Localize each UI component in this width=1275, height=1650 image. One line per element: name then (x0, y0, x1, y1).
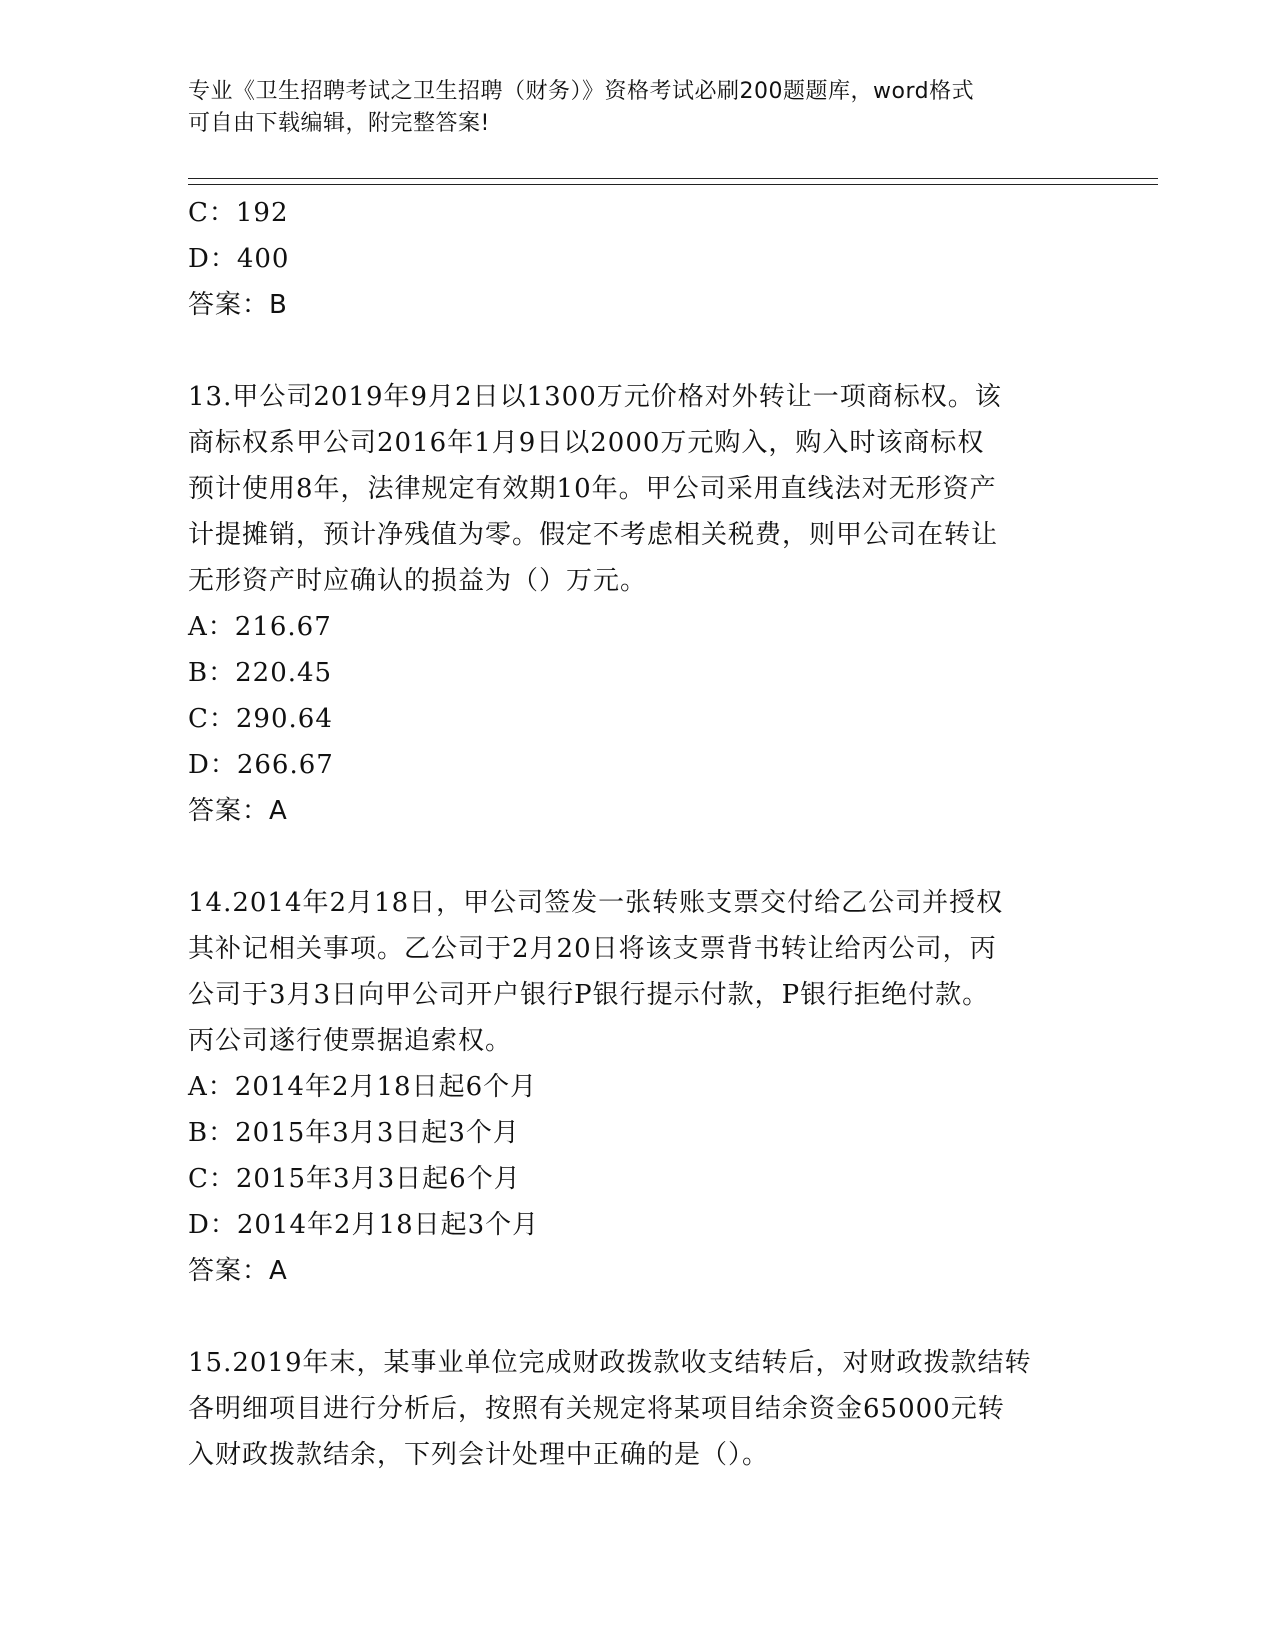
option-a: A：2014年2月18日起6个月 (188, 1072, 538, 1102)
answer-line: 答案：A (188, 796, 288, 826)
question-text-line: 15.2019年末，某事业单位完成财政拨款收支结转后，对财政拨款结转 (188, 1348, 1032, 1378)
question-text-line: 丙公司遂行使票据追索权。 (188, 1026, 513, 1056)
option-b: B：220.45 (188, 658, 333, 688)
option-c: C：192 (188, 198, 289, 228)
question-text-line: 13.甲公司2019年9月2日以1300万元价格对外转让一项商标权。该 (188, 382, 1002, 412)
question-text-line: 公司于3月3日向甲公司开户银行P银行提示付款，P银行拒绝付款。 (188, 980, 990, 1010)
spacer (188, 1294, 1088, 1340)
option-c: C：2015年3月3日起6个月 (188, 1164, 521, 1194)
question-text-line: 计提摊销，预计净残值为零。假定不考虑相关税费，则甲公司在转让 (188, 520, 999, 550)
spacer (188, 834, 1088, 880)
header-title-line-1: 专业《卫生招聘考试之卫生招聘（财务）》资格考试必刷200题题库，word格式 (188, 79, 975, 104)
question-text-line: 14.2014年2月18日，甲公司签发一张转账支票交付给乙公司并授权 (188, 888, 1004, 918)
question-13 (188, 374, 1088, 834)
option-d: D：266.67 (188, 750, 334, 780)
question-text-line: 其补记相关事项。乙公司于2月20日将该支票背书转让给丙公司，丙 (188, 934, 997, 964)
option-d: D：400 (188, 244, 290, 274)
question-15 (188, 1340, 1088, 1478)
question-text-line: 预计使用8年，法律规定有效期10年。甲公司采用直线法对无形资产 (188, 474, 997, 504)
option-b: B：2015年3月3日起3个月 (188, 1118, 520, 1148)
answer-line: 答案：B (188, 290, 288, 320)
question-text-line: 各明细项目进行分析后，按照有关规定将某项目结余资金65000元转 (188, 1394, 1005, 1424)
question-text-line: 商标权系甲公司2016年1月9日以2000万元购入，购入时该商标权 (188, 428, 985, 458)
document-body (188, 190, 1088, 1478)
header-title-line-2: 可自由下载编辑，附完整答案! (188, 111, 490, 136)
header-divider (188, 178, 1158, 185)
question-text-line: 入财政拨款结余，下列会计处理中正确的是（）。 (188, 1440, 770, 1470)
option-d: D：2014年2月18日起3个月 (188, 1210, 540, 1240)
question-12-tail (188, 190, 1088, 328)
question-14 (188, 880, 1088, 1294)
spacer (188, 328, 1088, 374)
answer-line: 答案：A (188, 1256, 288, 1286)
option-a: A：216.67 (188, 612, 332, 642)
question-text-line: 无形资产时应确认的损益为（）万元。 (188, 566, 648, 596)
option-c: C：290.64 (188, 704, 333, 734)
page-header (188, 76, 1068, 140)
